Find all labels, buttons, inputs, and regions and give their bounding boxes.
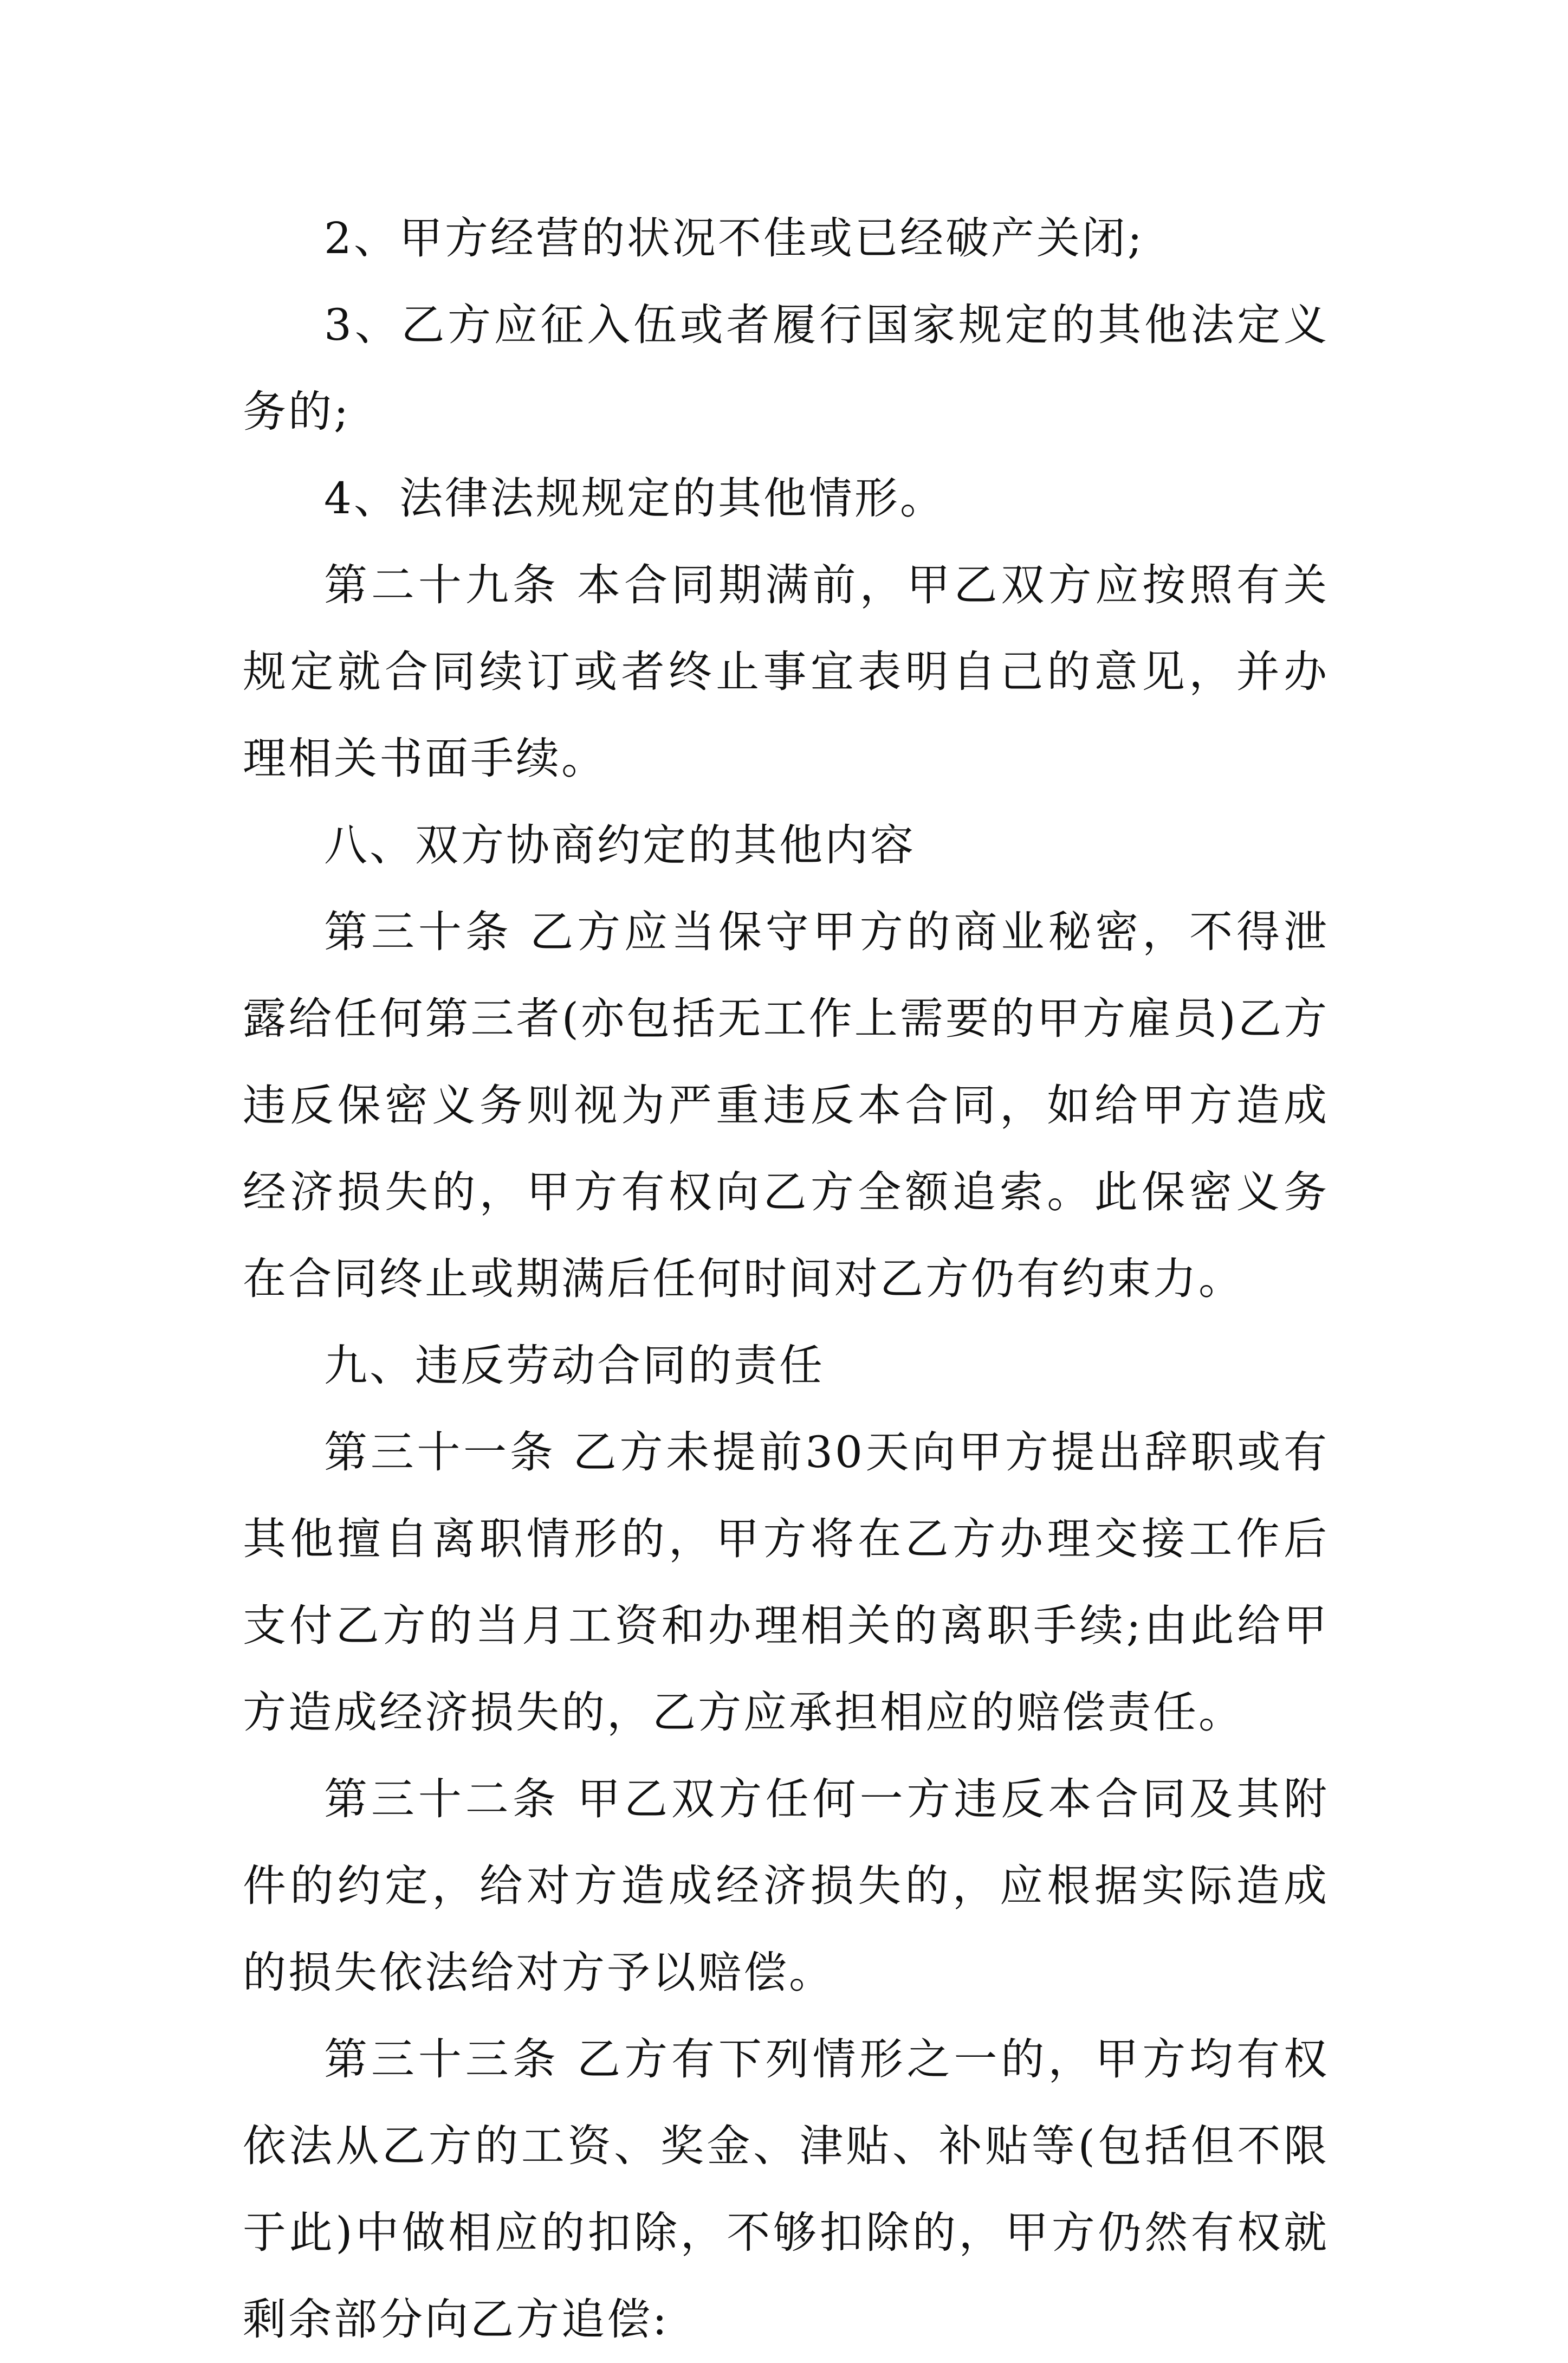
clause-item-3: 3、乙方应征入伍或者履行国家规定的其他法定义务的;	[243, 300, 1329, 437]
document-body	[243, 195, 1329, 2363]
article-32: 第三十二条 甲乙双方任何一方违反本合同及其附件的约定，给对方造成经济损失的，应根据实际造成的损失依法给对方予以赔偿。	[243, 1774, 1329, 1998]
clause-item-4: 4、法律法规规定的其他情形。	[324, 473, 945, 524]
article-29: 第二十九条 本合同期满前，甲乙双方应按照有关规定就合同续订或者终止事宜表明自己的意见，并办理相关书面手续。	[243, 560, 1329, 784]
article-31: 第三十一条 乙方未提前30天向甲方提出辞职或有其他擅自离职情形的，甲方将在乙方办理交接工作后支付乙方的当月工资和办理相关的离职手续;由此给甲方造成经济损失的，乙方应承担相应的赔偿责任。	[243, 1427, 1329, 1738]
clause-item-2: 2、甲方经营的状况不佳或已经破产关闭;	[324, 213, 1144, 263]
section-heading-8: 八、双方协商约定的其他内容	[324, 820, 916, 870]
section-heading-9: 九、违反劳动合同的责任	[324, 1340, 825, 1391]
article-33: 第三十三条 乙方有下列情形之一的，甲方均有权依法从乙方的工资、奖金、津贴、补贴等(包括但不限于此)中做相应的扣除，不够扣除的，甲方仍然有权就剩余部分向乙方追偿:	[243, 2034, 1329, 2345]
article-30: 第三十条 乙方应当保守甲方的商业秘密，不得泄露给任何第三者(亦包括无工作上需要的甲方雇员)乙方违反保密义务则视为严重违反本合同，如给甲方造成经济损失的，甲方有权向乙方全额追索。此保密义务在合同终止或期满后任何时间对乙方仍有约束力。	[243, 907, 1329, 1304]
